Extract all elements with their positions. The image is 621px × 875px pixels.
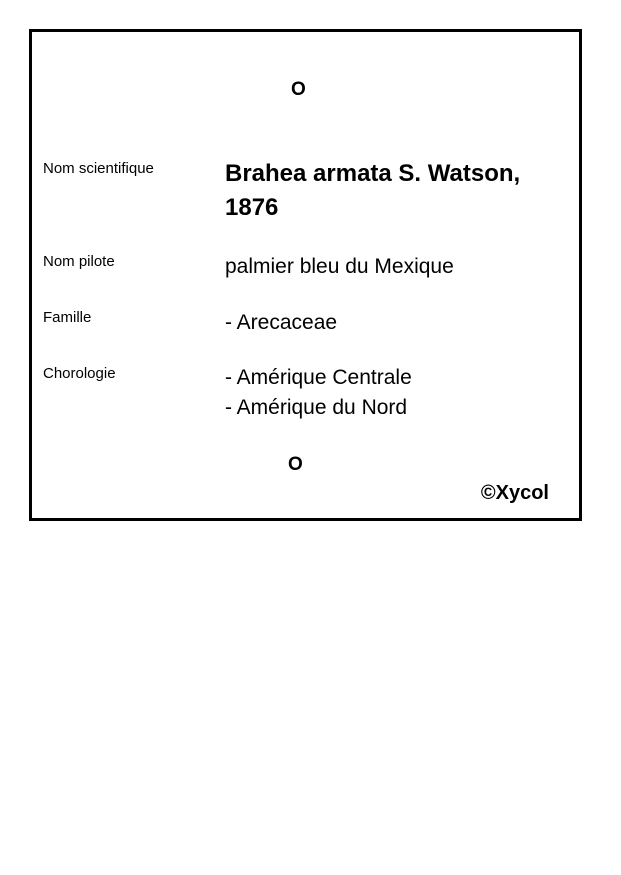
chorology-item: - Amérique Centrale [225, 366, 412, 389]
scientific-name-value: Brahea armata S. Watson, 1876 [225, 160, 521, 221]
pilot-name-value: palmier bleu du Mexique [225, 255, 454, 278]
top-marker: O [291, 79, 306, 100]
family-label: Famille [43, 309, 92, 326]
chorology-list [225, 363, 412, 424]
chorology-item: - Amérique du Nord [225, 396, 408, 420]
chorology-label: Chorologie [43, 365, 116, 382]
scientific-name-label: Nom scientifique [43, 160, 154, 177]
family-value: - Arecaceae [225, 311, 338, 334]
pilot-name-label: Nom pilote [43, 253, 115, 270]
species-card [29, 29, 582, 521]
bottom-marker: O [288, 454, 303, 475]
copyright-text: ©Xycol [480, 482, 549, 504]
